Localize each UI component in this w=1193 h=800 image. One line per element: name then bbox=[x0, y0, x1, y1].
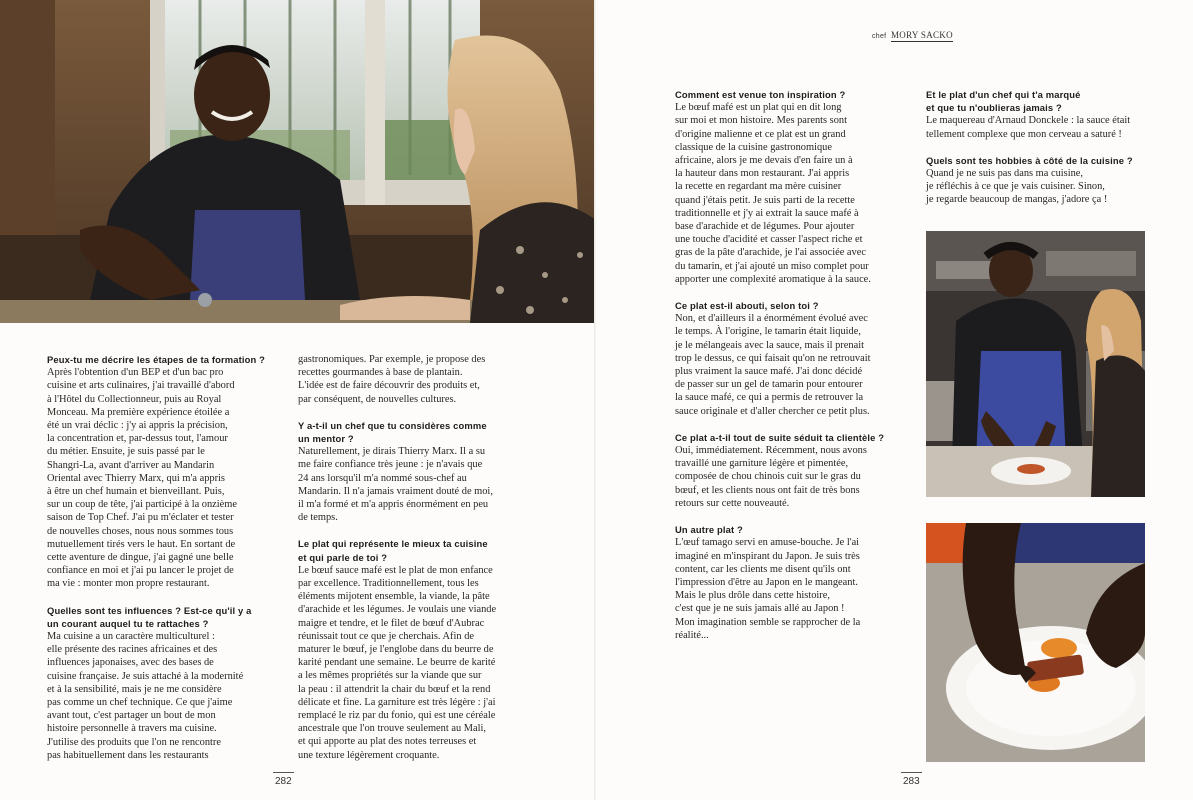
page-number-left: 282 bbox=[275, 776, 292, 787]
running-head bbox=[872, 30, 953, 40]
qa-block bbox=[675, 431, 907, 510]
qa-block bbox=[298, 419, 533, 525]
question: Y a-t-il un chef que tu considères comme un mentor ? bbox=[298, 419, 487, 445]
answer: Oui, immédiatement. Récemment, nous avons travaillé une garniture légère et pimentée, composée de chou chinois cuit sur le gras du bœuf, et les clients nous ont fait de très bons retours sur cette nouveauté. bbox=[675, 445, 867, 509]
hero-photo-illustration bbox=[0, 0, 596, 323]
qa-block bbox=[675, 299, 907, 418]
answer: Le bœuf mafé est un plat qui en dit long sur moi et mon histoire. Mes parents sont d'origine malienne et ce plat est un grand classique de la cuisine gastronomique africaine, alors je me devais d'en faire un à la hauteur dans mon restaurant. J'ai appris la recette en regardant ma mère cuisiner quand j'étais petit. Je suis parti de la recette traditionnelle et j'y ai extrait la sauce mafé à base d'arachide et de légumes. Pour ajouter une touche d'acidité et casser l'aspect riche et gras de la pâte d'arachide, je l'ai associée avec du tamarin, et j'ai ajouté un miso complet pour apporter une complexité aromatique à la sauce. bbox=[675, 102, 871, 285]
question: Ce plat est-il abouti, selon toi ? bbox=[675, 300, 819, 312]
qa-block bbox=[47, 604, 279, 762]
text-column-2 bbox=[298, 353, 533, 775]
running-head-prefix: chef bbox=[872, 33, 887, 40]
running-head-chef-name: MORY SACKO bbox=[890, 30, 953, 40]
text-column-4 bbox=[926, 88, 1151, 220]
text-column-1 bbox=[47, 353, 279, 775]
qa-block bbox=[675, 523, 907, 642]
answer: Le maquereau d'Arnaud Donckele : la sauce était tellement complexe que mon cerveau a saturé ! bbox=[926, 115, 1131, 140]
answer: Le bœuf sauce mafé est le plat de mon enfance par excellence. Traditionnellement, tous les éléments mijotent ensemble, la viande, la pâte d'arachide et les légumes. Je voulais une viande maigre et tendre, et le filet de bœuf d'Aubrac réunissait tout ce que je cherchais. Afin de maturer le bœuf, je l'englobe dans du beurre de karité pendant une semaine. Le beurre de karité a les mêmes propriétés sur la viande que sur la peau : il attendrit la chair du bœuf et la rend délicate et fine. La garniture est très légère : j'ai remplacé le riz par du fonio, qui est une céréale ancestrale que l'on trouve seulement au Mali, et qui apporte au plat des notes terreuses et une texture légèrement croquante. bbox=[298, 564, 497, 761]
answer: gastronomiques. Par exemple, je propose des recettes gourmandes à base de plantain. L'idée est de faire découvrir des produits et, par conséquent, de nouvelles cultures. bbox=[298, 354, 486, 405]
question: Et le plat d'un chef qui t'a marqué et que tu n'oublieras jamais ? bbox=[926, 89, 1081, 114]
qa-block bbox=[675, 88, 907, 286]
question: Ce plat a-t-il tout de suite séduit ta clientèle ? bbox=[675, 431, 885, 443]
answer: Après l'obtention d'un BEP et d'un bac pro cuisine et arts culinaires, j'ai travaillé d'abord à l'Hôtel du Collectionneur, puis au Royal Monceau. Ma première expérience étoilée a été un vrai déclic : j'y ai appris la précision, la concentration et, par-dessus tout, l'amour du métier. Ensuite, je suis passé par le Shangri-La, avant d'arriver au Mandarin Oriental avec Thierry Marx, qui m'a appris à être un chef humain et bienveillant. Puis, sur un coup de tête, j'ai participé à la onzième saison de Top Chef. J'ai pu m'éclater et tester de nouvelles choses, nous nous sommes tous mutuellement tirés vers le haut. En sortant de cette aventure de dingue, j'ai gagné une belle confiance en moi et j'ai pu lancer le projet de ma vie : monter mon propre restaurant. bbox=[47, 367, 237, 590]
question: Peux-tu me décrire les étapes de ta formation ? bbox=[47, 354, 266, 365]
text-column-3 bbox=[675, 88, 907, 655]
question: Un autre plat ? bbox=[675, 524, 743, 536]
answer: L'œuf tamago servi en amuse-bouche. Je l'ai imaginé en m'inspirant du Japon. Je suis très content, car les clients me disent qu'ils ont l'impression d'être au Japon en le mangeant. Mais le plus drôle dans cette histoire, c'est que je ne suis jamais allé au Japon ! Mon imagination semble se rapprocher de la réalité... bbox=[675, 537, 861, 641]
qa-block bbox=[926, 88, 1151, 141]
qa-block bbox=[298, 537, 533, 761]
question: Comment est venue ton inspiration ? bbox=[675, 89, 846, 100]
qa-block bbox=[47, 353, 279, 591]
kitchen-photo bbox=[926, 231, 1145, 497]
qa-block bbox=[926, 154, 1151, 207]
kitchen-photo-illustration bbox=[926, 231, 1145, 497]
answer: Quand je ne suis pas dans ma cuisine, je réfléchis à ce que je vais cuisiner. Sinon, je regarde beaucoup de mangas, j'adore ça ! bbox=[926, 168, 1108, 206]
answer: Non, et d'ailleurs il a énormément évolué avec le temps. À l'origine, le tamarin était liquide, je le mélangeais avec la sauce, mais il prenait trop le dessus, ce qui faisait qu'on ne retrouvait plus vraiment la sauce mafé. J'ai donc décidé de passer sur un gel de tamarin pour entourer la sauce mafé, ce qui a permis de retrouver la sauce originale et d'aller chercher ce petit plus. bbox=[675, 313, 871, 417]
question: Le plat qui représente le mieux ta cuisine et qui parle de toi ? bbox=[298, 538, 488, 563]
page-number-right: 283 bbox=[903, 776, 920, 787]
question: Quelles sont tes influences ? Est-ce qu'il y a un courant auquel tu te rattaches ? bbox=[47, 604, 252, 629]
qa-block bbox=[298, 353, 533, 406]
left-page bbox=[0, 0, 596, 800]
answer: Ma cuisine a un caractère multiculturel : elle présente des racines africaines et des influences japonaises, avec des bases de cuisine française. Je suis attaché à la modernité et à la sensibilité, mais je ne me considère pas comme un chef technique. Ce que j'aime avant tout, c'est partager un bout de mon histoire personnelle à travers ma cuisine. J'utilise des produits que l'on ne rencontre pas habituellement dans les restaurants bbox=[47, 631, 244, 761]
plating-photo bbox=[926, 523, 1145, 762]
answer: Naturellement, je dirais Thierry Marx. Il a su me faire confiance très jeune : je n'avais que 24 ans lorsqu'il m'a nommé sous-chef au Mandarin. Il n'a jamais vraiment douté de moi, il m'a formé et m'a appris énormément en peu de temps. bbox=[298, 446, 493, 524]
hero-photo bbox=[0, 0, 596, 323]
plating-photo-illustration bbox=[926, 523, 1145, 762]
question: Quels sont tes hobbies à côté de la cuisine ? bbox=[926, 154, 1133, 166]
